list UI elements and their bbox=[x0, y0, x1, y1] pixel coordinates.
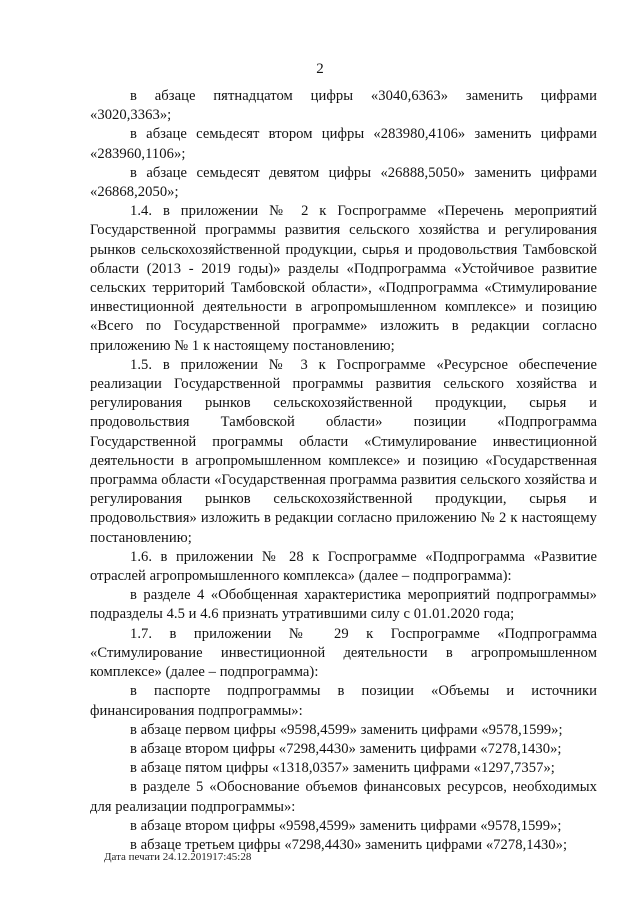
paragraph: в абзаце пятом цифры «1318,0357» заменить цифрами «1297,7357»; bbox=[130, 760, 555, 777]
paragraph: 1.5. в приложении № 3 к Госпрограмме «Ресурсное обеспечение реализации Государственной программы развития сельского хозяйства и регулирования рынков сельскохозяйственной продукции, сырья и продовольствия Тамбовской области» позиции «Подпрограмма Государственной программы области «Стимулирование инвестиционной деятельности в агропромышленном комплексе» и позицию «Государственная программа области «Государственная программа развития сельского хозяйства и регулирования рынков сельскохозяйственной продукции, сырья и продовольствия» изложить в редакции согласно приложению № 2 к настоящему постановлению; bbox=[90, 356, 597, 546]
page-number: 2 bbox=[316, 61, 324, 77]
paragraph: в разделе 4 «Обобщенная характеристика мероприятий подпрограммы» подразделы 4.5 и 4.6 признать утратившими силу с 01.01.2020 года; bbox=[90, 587, 597, 623]
print-date-footer: Дата печати 24.12.201917:45:28 bbox=[104, 851, 252, 863]
paragraph: в абзаце первом цифры «9598,4599» заменить цифрами «9578,1599»; bbox=[130, 721, 563, 738]
paragraph: в паспорте подпрограммы в позиции «Объемы и источники финансирования подпрограммы»: bbox=[90, 683, 597, 719]
paragraph: 1.6. в приложении № 28 к Госпрограмме «Подпрограмма «Развитие отраслей агропромышленного комплекса» (далее – подпрограмма): bbox=[90, 548, 597, 585]
document-body bbox=[90, 87, 597, 855]
paragraph: в абзаце семьдесят втором цифры «283980,4106» заменить цифрами «283960,1106»; bbox=[90, 126, 597, 162]
paragraph: в абзаце втором цифры «7298,4430» заменить цифрами «7278,1430»; bbox=[130, 740, 562, 757]
paragraph: 1.4. в приложении № 2 к Госпрограмме «Перечень мероприятий Государственной программы развития сельского хозяйства и регулирования рынков сельскохозяйственной продукции, сырья и продовольствия Тамбовской области (2013 - 2019 годы)» разделы «Подпрограмма «Устойчивое развитие сельских территорий Тамбовской области», «Подпрограмма «Стимулирование инвестиционной деятельности в агропромышленном комплексе» и позицию «Всего по Государственной программе» изложить в редакции согласно приложению № 1 к настоящему постановлению; bbox=[90, 203, 597, 354]
paragraph: в абзаце пятнадцатом цифры «3040,6363» заменить цифрами «3020,3363»; bbox=[90, 88, 597, 124]
paragraph: в абзаце семьдесят девятом цифры «26888,5050» заменить цифрами «26868,2050»; bbox=[90, 164, 597, 201]
paragraph: 1.7. в приложении № 29 к Госпрограмме «Подпрограмма «Стимулирование инвестиционной деятельности в агропромышленном комплексе» (далее – подпрограмма): bbox=[90, 625, 597, 681]
paragraph: в разделе 5 «Обоснование объемов финансовых ресурсов, необходимых для реализации подпрограммы»: bbox=[90, 779, 597, 815]
paragraph: в абзаце третьем цифры «7298,4430» заменить цифрами «7278,1430»; bbox=[130, 836, 568, 853]
paragraph: в абзаце втором цифры «9598,4599» заменить цифрами «9578,1599»; bbox=[130, 817, 562, 834]
